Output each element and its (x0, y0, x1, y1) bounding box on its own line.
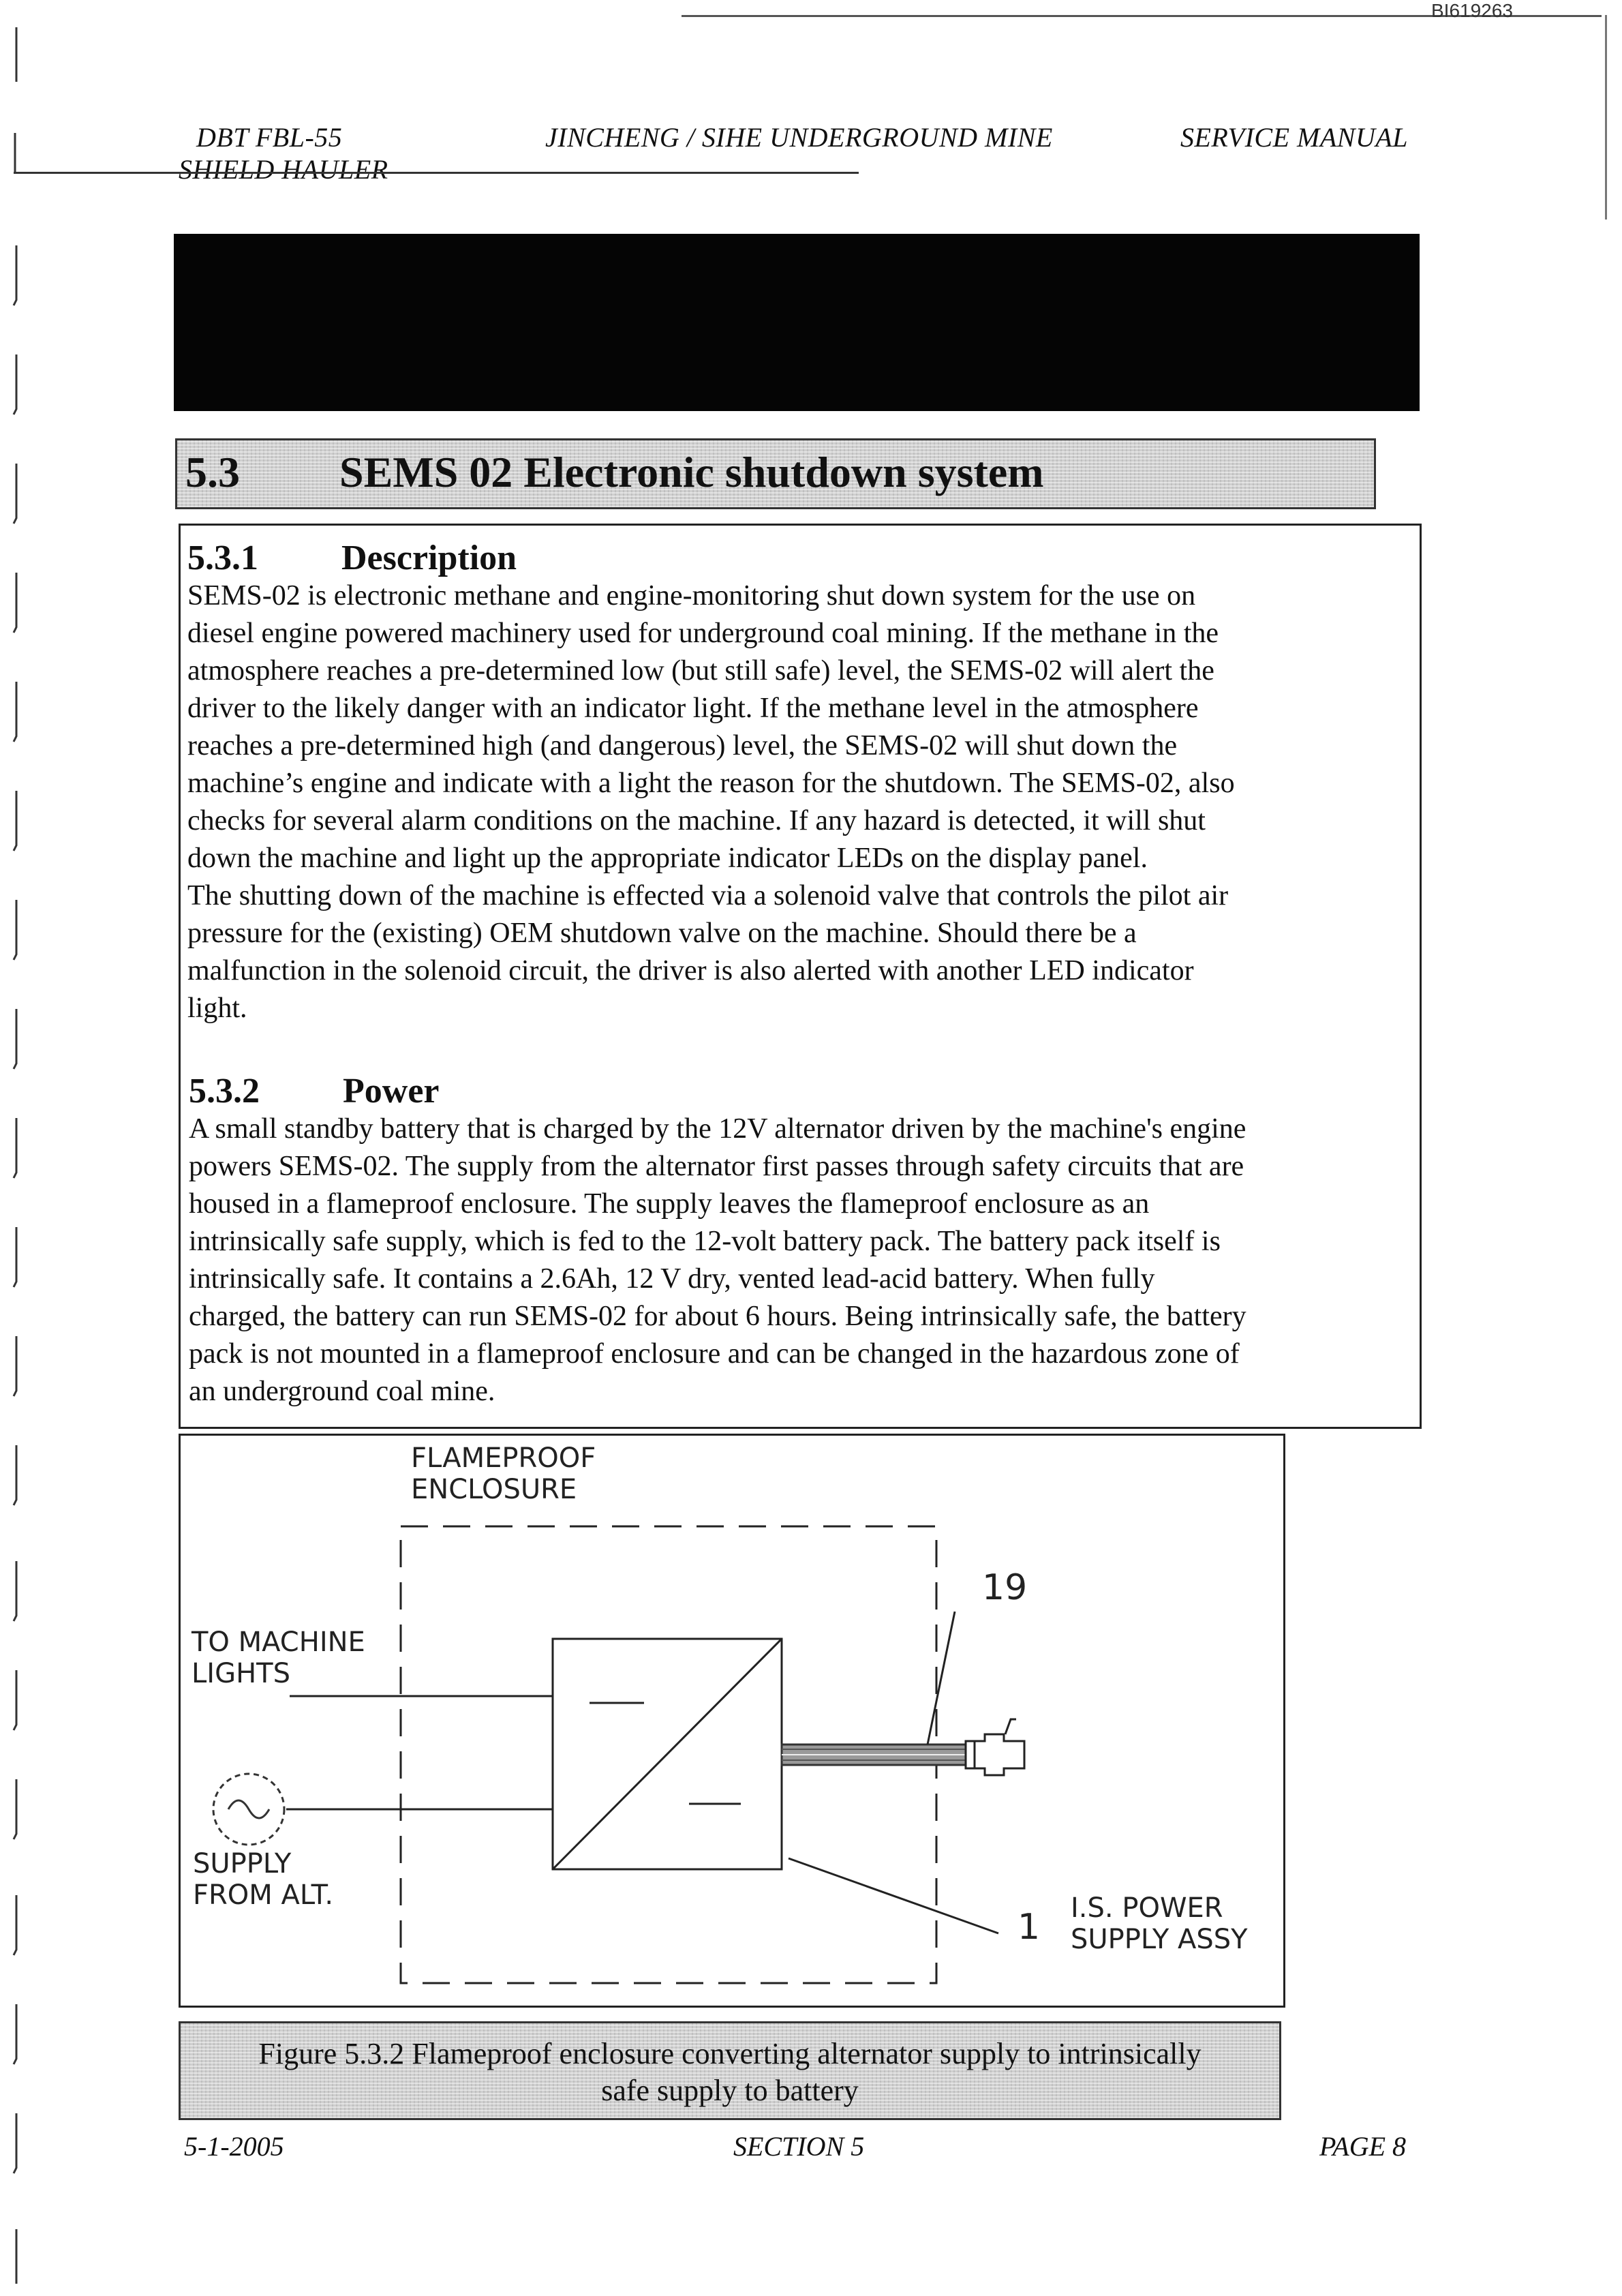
section-title: SEMS 02 Electronic shutdown system (339, 448, 1044, 496)
figure-box (179, 1434, 1285, 2008)
is-power-supply-label: I.S. POWER SUPPLY ASSY (1071, 1892, 1248, 1955)
header-doc-type: SERVICE MANUAL (1180, 122, 1409, 153)
alternator-symbol (213, 1774, 284, 1845)
machine-lights-label: TO MACHINE LIGHTS (192, 1627, 365, 1689)
figure-caption: Figure 5.3.2 Flameproof enclosure converting alternator supply to intrinsically safe supply to battery (179, 2021, 1281, 2120)
footer-page: PAGE 8 (1319, 2131, 1407, 2162)
callout-1-leader (789, 1858, 998, 1933)
header-rule (14, 172, 859, 174)
document-reference: BI619263 (1431, 0, 1513, 21)
supply-from-alt-label: SUPPLY FROM ALT. (193, 1848, 334, 1911)
power-number: 5.3.2 (189, 1072, 260, 1111)
enclosure-label: FLAMEPROOF ENCLOSURE (411, 1442, 596, 1505)
callout-19-leader (928, 1612, 955, 1744)
section-title-bar (175, 438, 1376, 509)
redacted-black-band (174, 234, 1420, 411)
callout-19: 19 (982, 1567, 1028, 1608)
header-model: DBT FBL-55 (196, 122, 343, 153)
header-site: JINCHENG / SIHE UNDERGROUND MINE (545, 122, 1053, 153)
callout-1: 1 (1017, 1907, 1041, 1948)
converter-diagonal (553, 1639, 782, 1869)
description-title: Description (341, 539, 517, 577)
section-number: 5.3 (185, 448, 240, 496)
binder-margin-marks (0, 0, 48, 2296)
content-box (179, 524, 1422, 1429)
description-text: SEMS-02 is electronic methane and engine-monitoring shut down system for the use on diesel engine powered machinery used for underground coal mining. If the methane in the atmosphere reaches a pre-determined low (but still safe) level, the SEMS-02 will alert the driver to the likely danger with an indicator light. If the methane level in the atmosphere reaches a pre-determined high (and dangerous) level, the SEMS-02 will shut down the machine’s engine and indicate with a light the reason for the shutdown. The SEMS-02, also checks for several alarm conditions on the machine. If any hazard is detected, it will shut down the machine and light up the appropriate indicator LEDs on the display panel. The shutting down of the machine is effected via a solenoid valve that controls the pilot air pressure for the (existing) OEM shutdown valve on the machine. Should there be a malfunction in the solenoid circuit, the driver is also alerted with another LED indicator light. (187, 580, 1235, 1024)
power-text: A small standby battery that is charged by the 12V alternator driven by the machine's engine powers SEMS-02. The supply from the alternator first passes through safety circuits that are housed in a flameproof enclosure. The supply leaves the flameproof enclosure as an intrinsically safe supply, which is fed to the 12-volt battery pack. The battery pack itself is intrinsically safe. It contains a 2.6Ah, 12 V dry, vented lead-acid battery. When fully charged, the battery can run SEMS-02 for about 6 hours. Being intrinsically safe, the battery pack is not mounted in a flameproof enclosure and can be changed in the hazardous zone of an underground coal mine. (189, 1113, 1246, 1407)
footer-date: 5-1-2005 (184, 2131, 284, 2162)
right-edge-rule (1605, 15, 1607, 220)
description-number: 5.3.1 (187, 539, 258, 577)
footer-section: SECTION 5 (733, 2131, 865, 2162)
header-machine: SHIELD HAULER (179, 154, 388, 185)
power-title: Power (343, 1072, 440, 1111)
